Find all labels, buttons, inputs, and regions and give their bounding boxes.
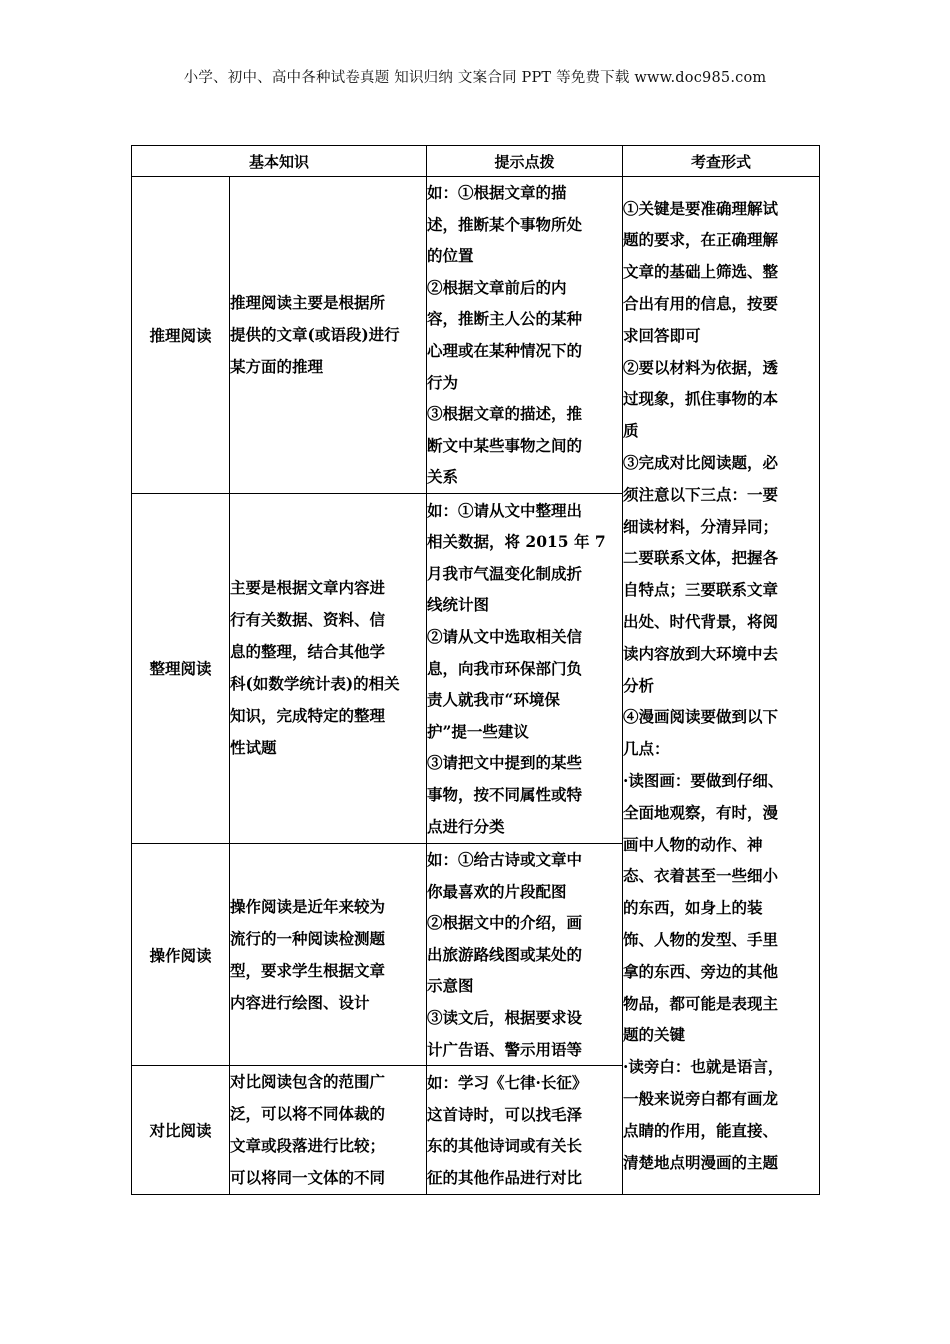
text-line: 须注意以下三点：一要 [623,484,779,504]
text-line: 事物，按不同属性或特 [427,785,583,805]
tips-cell [427,1066,623,1195]
table-row [132,177,820,494]
text-line: ④漫画阅读要做到以下 [623,707,779,727]
forms-cell [623,177,820,1195]
text-line: 几点： [623,739,670,759]
text-line: 断文中某些事物之间的 [427,435,583,455]
text-line: 细读材料，分清异同； [623,516,779,536]
page-header: 小学、初中、高中各种试卷真题 知识归纳 文案合同 PPT 等免费下载 www.doc985.com [183,70,767,86]
text-line: 护”提一些建议 [427,721,529,741]
text-line: 关系 [427,467,459,487]
text-line: 二要联系文体，把握各 [623,548,779,568]
text-line: ②根据文中的介绍，画 [427,913,583,933]
text-line: ③读文后，根据要求设 [427,1007,583,1027]
text-line: 知识，完成特定的整理 [230,706,386,726]
description-cell [230,177,427,494]
text-line: 自特点；三要联系文章 [623,580,779,600]
header-tips: 提示点拨 [427,146,623,177]
text-line: 责人就我市“环境保 [427,690,560,710]
text-line: ③根据文章的描述，推 [427,404,583,424]
text-line: 如：①请从文中整理出 [427,500,583,520]
text-line: ·读图画：要做到仔细、 [623,771,784,791]
text-line: 过现象，抓住事物的本 [623,389,779,409]
text-line: 心理或在某种情况下的 [427,340,583,360]
text-line: 你最喜欢的片段配图 [427,881,567,901]
text-line: 行有关数据、资料、信 [230,610,386,630]
text-line: 性试题 [230,738,277,758]
text-line: 出旅游路线图或某处的 [427,944,583,964]
text-line: 如：学习《七律·长征》 [427,1072,588,1092]
text-line: 这首诗时，可以找毛泽 [427,1104,583,1124]
text-line: 东的其他诗词或有关长 [427,1136,583,1156]
text-line: 拿的东西、旁边的其他 [623,961,779,981]
text-line: 操作阅读是近年来较为 [230,896,386,916]
text-line: 点睛的作用，能直接、 [623,1120,779,1140]
text-line: 某方面的推理 [230,356,324,376]
text-line: 泛，可以将不同体裁的 [230,1104,386,1124]
text-line: 内容进行绘图、设计 [230,992,370,1012]
text-line: 出处、时代背景，将阅 [623,612,779,632]
text-line: 容，推断主人公的某种 [427,309,583,329]
text-line: 文章的基础上筛选、整 [623,262,779,282]
text-line: 型，要求学生根据文章 [230,960,386,980]
text-line: 饰、人物的发型、手里 [623,930,779,950]
text-line: ③完成对比阅读题，必 [623,453,779,473]
description-cell [230,1066,427,1195]
text-line: 文章或段落进行比较； [230,1136,386,1156]
text-line: 如：①根据文章的描 [427,183,567,202]
text-line: 主要是根据文章内容进 [230,578,386,598]
text-line: 月我市气温变化制成折 [427,563,583,583]
table-header-row [132,146,820,177]
text-line: ②要以材料为依据，透 [623,357,779,377]
text-line: 的位置 [427,246,474,266]
category-cell: 对比阅读 [132,1066,230,1195]
text-line: 提供的文章(或语段)进行 [230,324,400,344]
text-line: 可以将同一文体的不同 [230,1168,386,1188]
text-line: 题的关键 [623,1025,686,1045]
category-cell: 整理阅读 [132,493,230,843]
text-line: 如：①给古诗或文章中 [427,849,583,869]
tips-cell [427,493,623,843]
text-line: 计广告语、警示用语等 [427,1039,583,1059]
text-line: 点进行分类 [427,816,505,836]
text-line: 对比阅读包含的范围广 [230,1072,386,1092]
description-cell [230,493,427,843]
text-line: 题的要求，在正确理解 [623,230,779,250]
text-line: 物品，都可能是表现主 [623,993,779,1013]
text-line: 态、衣着甚至一些细小 [623,866,779,886]
text-line: ③请把文中提到的某些 [427,753,583,773]
text-line: ②根据文章前后的内 [427,277,567,297]
text-line: 线统计图 [427,595,490,615]
tips-cell [427,843,623,1065]
description-cell [230,843,427,1065]
text-line: 画中人物的动作、神 [623,834,763,854]
text-line: ·读旁白：也就是语言， [623,1057,784,1077]
text-line: 征的其他作品进行对比 [427,1167,583,1187]
tips-cell [427,177,623,494]
header-basic-knowledge: 基本知识 [132,146,427,177]
text-line: ①关键是要准确理解试 [623,198,779,218]
category-cell: 操作阅读 [132,843,230,1065]
text-line: 息，向我市环保部门负 [427,658,583,678]
text-line: 的东西，如身上的装 [623,898,763,918]
text-line: 全面地观察，有时，漫 [623,802,779,822]
text-line: 推理阅读主要是根据所 [230,292,386,312]
category-cell: 推理阅读 [132,177,230,494]
text-line: 述，推断某个事物所处 [427,214,583,234]
text-line: 流行的一种阅读检测题 [230,928,386,948]
text-line: 示意图 [427,976,474,996]
text-line: 合出有用的信息，按要 [623,294,779,314]
header-forms: 考查形式 [623,146,820,177]
text-line: 相关数据，将 2015 年 7 [427,532,606,552]
text-line: 一般来说旁白都有画龙 [623,1089,779,1108]
text-line: 行为 [427,372,459,392]
text-line: 质 [623,421,639,441]
knowledge-table [131,145,820,1195]
text-line: ②请从文中选取相关信 [427,627,583,647]
text-line: 读内容放到大环境中去 [623,643,779,663]
text-line: 息的整理，结合其他学 [230,642,386,662]
text-line: 求回答即可 [623,325,701,345]
text-line: 科(如数学统计表)的相关 [230,674,400,694]
text-line: 分析 [623,675,655,695]
text-line: 清楚地点明漫画的主题 [623,1152,779,1172]
